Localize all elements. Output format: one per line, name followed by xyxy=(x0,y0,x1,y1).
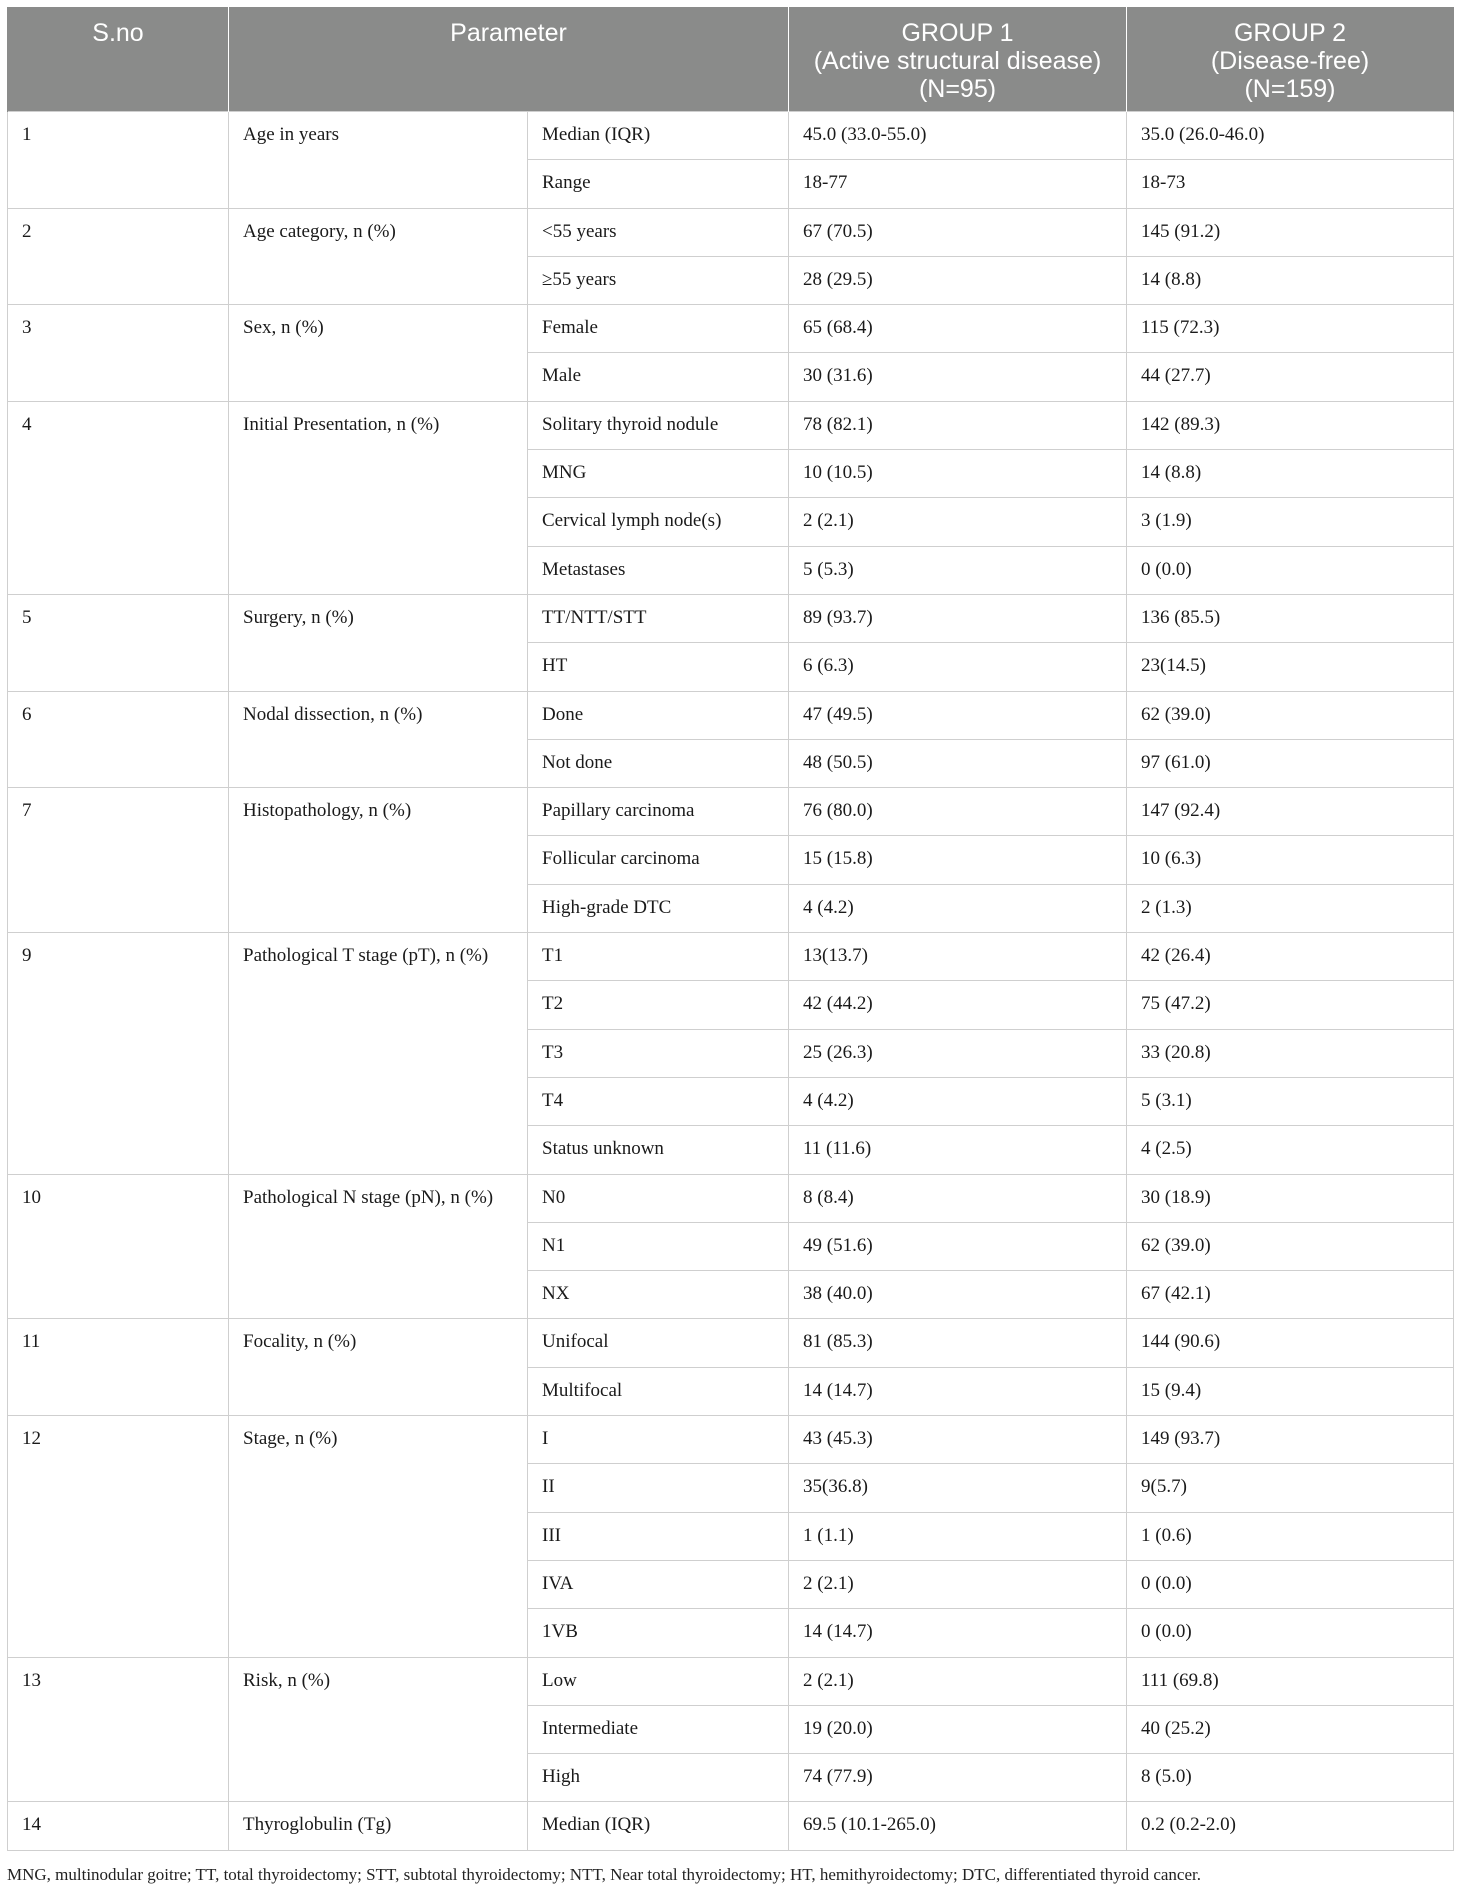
group2-value-cell: 42 (26.4) xyxy=(1127,933,1454,981)
subcategory-cell: NX xyxy=(528,1271,789,1319)
group2-value-cell: 23(14.5) xyxy=(1127,643,1454,691)
table-row xyxy=(8,401,1454,449)
group1-value-cell: 8 (8.4) xyxy=(789,1174,1127,1222)
group2-value-cell: 1 (0.6) xyxy=(1127,1512,1454,1560)
row-number-cell: 14 xyxy=(8,1802,229,1850)
group1-value-cell: 48 (50.5) xyxy=(789,739,1127,787)
subcategory-cell: Done xyxy=(528,691,789,739)
subcategory-cell: T4 xyxy=(528,1077,789,1125)
group1-value-cell: 18-77 xyxy=(789,160,1127,208)
group1-value-cell: 14 (14.7) xyxy=(789,1609,1127,1657)
parameter-cell: Focality, n (%) xyxy=(229,1319,528,1416)
subcategory-cell: Cervical lymph node(s) xyxy=(528,498,789,546)
group2-value-cell: 67 (42.1) xyxy=(1127,1271,1454,1319)
group2-value-cell: 97 (61.0) xyxy=(1127,739,1454,787)
group1-value-cell: 13(13.7) xyxy=(789,933,1127,981)
group1-value-cell: 67 (70.5) xyxy=(789,208,1127,256)
group2-value-cell: 62 (39.0) xyxy=(1127,1222,1454,1270)
group1-value-cell: 76 (80.0) xyxy=(789,788,1127,836)
group1-value-cell: 30 (31.6) xyxy=(789,353,1127,401)
group1-value-cell: 4 (4.2) xyxy=(789,1077,1127,1125)
group1-value-cell: 25 (26.3) xyxy=(789,1029,1127,1077)
group2-value-cell: 75 (47.2) xyxy=(1127,981,1454,1029)
table-row xyxy=(8,305,1454,353)
group1-value-cell: 11 (11.6) xyxy=(789,1126,1127,1174)
row-number-cell: 6 xyxy=(8,691,229,788)
group2-value-cell: 145 (91.2) xyxy=(1127,208,1454,256)
subcategory-cell: T2 xyxy=(528,981,789,1029)
group1-value-cell: 6 (6.3) xyxy=(789,643,1127,691)
subcategory-cell: Female xyxy=(528,305,789,353)
group2-value-cell: 2 (1.3) xyxy=(1127,884,1454,932)
subcategory-cell: MNG xyxy=(528,450,789,498)
subcategory-cell: Range xyxy=(528,160,789,208)
table-row xyxy=(8,594,1454,642)
group2-value-cell: 115 (72.3) xyxy=(1127,305,1454,353)
patient-characteristics-table xyxy=(7,7,1454,1851)
group1-value-cell: 42 (44.2) xyxy=(789,981,1127,1029)
header-sno: S.no xyxy=(8,7,229,112)
row-number-cell: 2 xyxy=(8,208,229,305)
group2-value-cell: 33 (20.8) xyxy=(1127,1029,1454,1077)
subcategory-cell: I xyxy=(528,1416,789,1464)
table-footnote: MNG, multinodular goitre; TT, total thyroidectomy; STT, subtotal thyroidectomy; NTT, Near total thyroidectomy; HT, hemithyroidectomy; DTC, differentiated thyroid cancer. xyxy=(7,1865,1201,1884)
group2-value-cell: 147 (92.4) xyxy=(1127,788,1454,836)
subcategory-cell: Median (IQR) xyxy=(528,1802,789,1850)
group1-value-cell: 4 (4.2) xyxy=(789,884,1127,932)
table-row xyxy=(8,208,1454,256)
subcategory-cell: High xyxy=(528,1754,789,1802)
group2-value-cell: 9(5.7) xyxy=(1127,1464,1454,1512)
group2-value-cell: 44 (27.7) xyxy=(1127,353,1454,401)
parameter-cell: Age category, n (%) xyxy=(229,208,528,305)
group2-value-cell: 14 (8.8) xyxy=(1127,256,1454,304)
table-body xyxy=(8,112,1454,1851)
group2-value-cell: 111 (69.8) xyxy=(1127,1657,1454,1705)
subcategory-cell: Unifocal xyxy=(528,1319,789,1367)
subcategory-cell: Male xyxy=(528,353,789,401)
group2-value-cell: 15 (9.4) xyxy=(1127,1367,1454,1415)
subcategory-cell: III xyxy=(528,1512,789,1560)
group1-value-cell: 47 (49.5) xyxy=(789,691,1127,739)
parameter-cell: Pathological T stage (pT), n (%) xyxy=(229,933,528,1174)
table-header xyxy=(8,7,1454,112)
table-row xyxy=(8,1802,1454,1850)
group1-value-cell: 89 (93.7) xyxy=(789,594,1127,642)
group1-value-cell: 43 (45.3) xyxy=(789,1416,1127,1464)
group2-value-cell: 0 (0.0) xyxy=(1127,1609,1454,1657)
group2-value-cell: 8 (5.0) xyxy=(1127,1754,1454,1802)
subcategory-cell: High-grade DTC xyxy=(528,884,789,932)
group1-value-cell: 1 (1.1) xyxy=(789,1512,1127,1560)
group1-value-cell: 2 (2.1) xyxy=(789,1560,1127,1608)
group1-value-cell: 49 (51.6) xyxy=(789,1222,1127,1270)
subcategory-cell: Papillary carcinoma xyxy=(528,788,789,836)
group1-value-cell: 35(36.8) xyxy=(789,1464,1127,1512)
row-number-cell: 12 xyxy=(8,1416,229,1657)
group1-value-cell: 2 (2.1) xyxy=(789,498,1127,546)
group2-value-cell: 142 (89.3) xyxy=(1127,401,1454,449)
subcategory-cell: Multifocal xyxy=(528,1367,789,1415)
group2-value-cell: 40 (25.2) xyxy=(1127,1705,1454,1753)
parameter-cell: Age in years xyxy=(229,112,528,209)
header-group1: GROUP 1 (Active structural disease) (N=95) xyxy=(789,7,1127,112)
subcategory-cell: Low xyxy=(528,1657,789,1705)
subcategory-cell: T1 xyxy=(528,933,789,981)
group2-value-cell: 10 (6.3) xyxy=(1127,836,1454,884)
group2-value-cell: 0.2 (0.2-2.0) xyxy=(1127,1802,1454,1850)
header-group2: GROUP 2 (Disease-free) (N=159) xyxy=(1127,7,1454,112)
group1-value-cell: 5 (5.3) xyxy=(789,546,1127,594)
subcategory-cell: Median (IQR) xyxy=(528,112,789,160)
group2-value-cell: 5 (3.1) xyxy=(1127,1077,1454,1125)
table-row xyxy=(8,1416,1454,1464)
group2-value-cell: 18-73 xyxy=(1127,160,1454,208)
group2-value-cell: 0 (0.0) xyxy=(1127,1560,1454,1608)
group1-value-cell: 69.5 (10.1-265.0) xyxy=(789,1802,1127,1850)
header-row xyxy=(8,7,1454,112)
row-number-cell: 13 xyxy=(8,1657,229,1802)
group1-value-cell: 65 (68.4) xyxy=(789,305,1127,353)
row-number-cell: 10 xyxy=(8,1174,229,1319)
row-number-cell: 9 xyxy=(8,933,229,1174)
subcategory-cell: IVA xyxy=(528,1560,789,1608)
subcategory-cell: 1VB xyxy=(528,1609,789,1657)
table-row xyxy=(8,112,1454,160)
group1-value-cell: 78 (82.1) xyxy=(789,401,1127,449)
table-row xyxy=(8,1174,1454,1222)
group2-value-cell: 3 (1.9) xyxy=(1127,498,1454,546)
parameter-cell: Sex, n (%) xyxy=(229,305,528,402)
group1-value-cell: 74 (77.9) xyxy=(789,1754,1127,1802)
group1-value-cell: 2 (2.1) xyxy=(789,1657,1127,1705)
row-number-cell: 3 xyxy=(8,305,229,402)
group1-value-cell: 15 (15.8) xyxy=(789,836,1127,884)
table-row xyxy=(8,1657,1454,1705)
subcategory-cell: Solitary thyroid nodule xyxy=(528,401,789,449)
group2-value-cell: 4 (2.5) xyxy=(1127,1126,1454,1174)
table-row xyxy=(8,933,1454,981)
parameter-cell: Histopathology, n (%) xyxy=(229,788,528,933)
table-row xyxy=(8,788,1454,836)
group2-value-cell: 149 (93.7) xyxy=(1127,1416,1454,1464)
group1-value-cell: 14 (14.7) xyxy=(789,1367,1127,1415)
subcategory-cell: N1 xyxy=(528,1222,789,1270)
parameter-cell: Stage, n (%) xyxy=(229,1416,528,1657)
subcategory-cell: Status unknown xyxy=(528,1126,789,1174)
row-number-cell: 1 xyxy=(8,112,229,209)
group2-value-cell: 136 (85.5) xyxy=(1127,594,1454,642)
group2-value-cell: 144 (90.6) xyxy=(1127,1319,1454,1367)
table-row xyxy=(8,1319,1454,1367)
subcategory-cell: Metastases xyxy=(528,546,789,594)
group2-value-cell: 14 (8.8) xyxy=(1127,450,1454,498)
subcategory-cell: TT/NTT/STT xyxy=(528,594,789,642)
parameter-cell: Nodal dissection, n (%) xyxy=(229,691,528,788)
subcategory-cell: N0 xyxy=(528,1174,789,1222)
group1-value-cell: 28 (29.5) xyxy=(789,256,1127,304)
group2-value-cell: 0 (0.0) xyxy=(1127,546,1454,594)
subcategory-cell: Not done xyxy=(528,739,789,787)
parameter-cell: Thyroglobulin (Tg) xyxy=(229,1802,528,1850)
row-number-cell: 7 xyxy=(8,788,229,933)
parameter-cell: Pathological N stage (pN), n (%) xyxy=(229,1174,528,1319)
group1-value-cell: 19 (20.0) xyxy=(789,1705,1127,1753)
parameter-cell: Initial Presentation, n (%) xyxy=(229,401,528,594)
subcategory-cell: HT xyxy=(528,643,789,691)
subcategory-cell: T3 xyxy=(528,1029,789,1077)
row-number-cell: 4 xyxy=(8,401,229,594)
subcategory-cell: <55 years xyxy=(528,208,789,256)
parameter-cell: Surgery, n (%) xyxy=(229,594,528,691)
table-container xyxy=(7,7,1453,1851)
group2-value-cell: 35.0 (26.0-46.0) xyxy=(1127,112,1454,160)
header-parameter: Parameter xyxy=(229,7,789,112)
parameter-cell: Risk, n (%) xyxy=(229,1657,528,1802)
table-row xyxy=(8,691,1454,739)
row-number-cell: 11 xyxy=(8,1319,229,1416)
subcategory-cell: Follicular carcinoma xyxy=(528,836,789,884)
group1-value-cell: 38 (40.0) xyxy=(789,1271,1127,1319)
group2-value-cell: 30 (18.9) xyxy=(1127,1174,1454,1222)
subcategory-cell: Intermediate xyxy=(528,1705,789,1753)
group1-value-cell: 45.0 (33.0-55.0) xyxy=(789,112,1127,160)
group2-value-cell: 62 (39.0) xyxy=(1127,691,1454,739)
group1-value-cell: 81 (85.3) xyxy=(789,1319,1127,1367)
row-number-cell: 5 xyxy=(8,594,229,691)
subcategory-cell: ≥55 years xyxy=(528,256,789,304)
group1-value-cell: 10 (10.5) xyxy=(789,450,1127,498)
subcategory-cell: II xyxy=(528,1464,789,1512)
